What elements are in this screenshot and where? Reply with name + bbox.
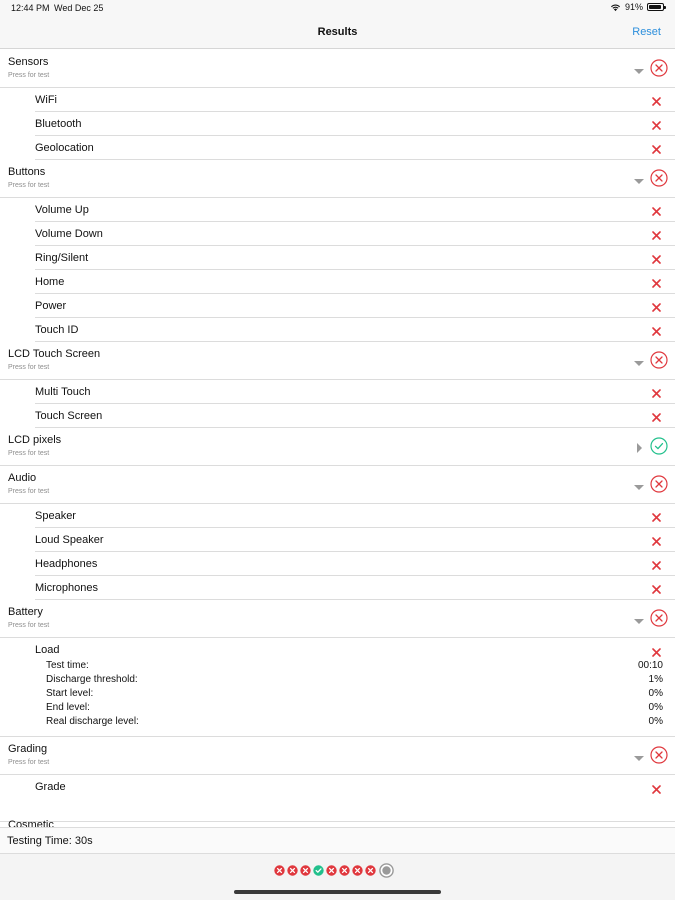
section-title: Audio (8, 472, 37, 484)
press-for-test-hint: Press for test (8, 488, 50, 495)
test-item-label: Loud Speaker (35, 534, 104, 546)
test-item-loud-speaker[interactable] (35, 528, 675, 552)
test-item-label: Touch Screen (35, 410, 103, 422)
status-bar (0, 0, 675, 18)
fail-x-icon (652, 785, 661, 794)
fail-x-icon (652, 413, 661, 422)
fail-x-icon (652, 97, 661, 106)
test-item-label: Geolocation (35, 142, 94, 154)
press-for-test-hint: Press for test (8, 622, 50, 629)
test-item-power[interactable] (35, 294, 675, 318)
press-for-test-hint: Press for test (8, 182, 50, 189)
detail-row-start-level (46, 688, 663, 699)
detail-value: 0% (648, 702, 663, 713)
pager-dot-fail-icon[interactable] (287, 865, 298, 876)
test-item-headphones[interactable] (35, 552, 675, 576)
test-item-label: Bluetooth (35, 118, 82, 130)
detail-value: 0% (648, 688, 663, 699)
section-title: Buttons (8, 166, 46, 178)
fail-circle-icon (650, 351, 668, 369)
reset-button[interactable]: Reset (632, 26, 661, 38)
wifi-icon (610, 3, 621, 12)
fail-x-icon (652, 648, 661, 657)
fail-x-icon (652, 327, 661, 336)
test-item-volume-down[interactable] (35, 222, 675, 246)
testing-time-label: Testing Time: 30s (7, 835, 93, 847)
chevron-down-icon (634, 756, 644, 761)
press-for-test-hint: Press for test (8, 364, 50, 371)
fail-x-icon (652, 255, 661, 264)
chevron-down-icon (634, 361, 644, 366)
detail-row-test-time (46, 660, 663, 671)
fail-x-icon (652, 585, 661, 594)
test-item-touch-screen[interactable] (35, 404, 675, 428)
fail-circle-icon (650, 609, 668, 627)
test-item-home[interactable] (35, 270, 675, 294)
section-title: LCD Touch Screen (8, 348, 101, 360)
section-title: Cosmetic (8, 819, 54, 827)
test-item-label: Power (35, 300, 67, 312)
chevron-down-icon (634, 179, 644, 184)
detail-label: Test time: (46, 660, 89, 671)
status-right (610, 2, 664, 12)
section-header-buttons[interactable] (0, 160, 675, 198)
test-item-bluetooth[interactable] (35, 112, 675, 136)
test-item-microphones[interactable] (35, 576, 675, 600)
fail-x-icon (652, 389, 661, 398)
testing-time-bar (0, 827, 675, 854)
section-header-lcd-pixels[interactable] (0, 428, 675, 466)
status-time: 12:44 PM (11, 3, 50, 13)
test-item-label: Headphones (35, 558, 98, 570)
chevron-right-icon (637, 443, 642, 453)
pager-dot-current[interactable] (379, 863, 394, 878)
press-for-test-hint: Press for test (8, 450, 50, 457)
pager-dot-fail-icon[interactable] (300, 865, 311, 876)
fail-x-icon (652, 145, 661, 154)
test-item-label: Multi Touch (35, 386, 91, 398)
page-title: Results (317, 26, 358, 38)
pager-dot-fail-icon[interactable] (352, 865, 363, 876)
press-for-test-hint: Press for test (8, 72, 50, 79)
fail-x-icon (652, 121, 661, 130)
test-item-speaker[interactable] (35, 504, 675, 528)
results-list[interactable] (0, 50, 675, 827)
test-item-grade[interactable] (0, 775, 675, 822)
pager-dot-fail-icon[interactable] (274, 865, 285, 876)
fail-x-icon (652, 207, 661, 216)
section-title: Grading (8, 743, 48, 755)
fail-x-icon (652, 561, 661, 570)
test-item-multi-touch[interactable] (35, 380, 675, 404)
fail-x-icon (652, 513, 661, 522)
test-item-touch-id[interactable] (35, 318, 675, 342)
pager-dot-fail-icon[interactable] (339, 865, 350, 876)
detail-row-end-level (46, 702, 663, 713)
fail-circle-icon (650, 475, 668, 493)
test-item-label: WiFi (35, 94, 57, 106)
test-item-label: Microphones (35, 582, 98, 594)
section-title: LCD pixels (8, 434, 62, 446)
press-for-test-hint: Press for test (8, 759, 50, 766)
detail-label: Discharge threshold: (46, 674, 138, 685)
bottom-bar (0, 854, 675, 900)
pager-dot-fail-icon[interactable] (365, 865, 376, 876)
test-item-label: Ring/Silent (35, 252, 89, 264)
test-item-label: Touch ID (35, 324, 79, 336)
test-item-volume-up[interactable] (35, 198, 675, 222)
detail-row-discharge-threshold (46, 674, 663, 685)
test-item-label: Grade (35, 781, 66, 793)
pager-dot-fail-icon[interactable] (326, 865, 337, 876)
pass-check-circle-icon (650, 437, 668, 455)
test-item-label: Speaker (35, 510, 76, 522)
battery-percent: 91% (624, 2, 643, 12)
detail-label: Start level: (46, 688, 94, 699)
fail-circle-icon (650, 59, 668, 77)
detail-value: 00:10 (637, 660, 663, 671)
test-item-wifi[interactable] (35, 88, 675, 112)
navigation-bar (0, 18, 675, 49)
fail-circle-icon (650, 746, 668, 764)
fail-x-icon (652, 303, 661, 312)
section-header-audio[interactable] (0, 466, 675, 504)
pager-dot-pass-icon[interactable] (313, 865, 324, 876)
fail-x-icon (652, 279, 661, 288)
detail-value: 1% (648, 674, 663, 685)
battery-icon (647, 3, 664, 11)
section-header-battery[interactable] (0, 600, 675, 638)
test-item-label: Load (35, 644, 60, 656)
test-item-label: Volume Up (35, 204, 89, 216)
section-header-grading[interactable] (0, 737, 675, 775)
chevron-down-icon (634, 69, 644, 74)
fail-x-icon (652, 537, 661, 546)
test-item-battery-load[interactable] (0, 638, 675, 737)
fail-circle-icon (650, 169, 668, 187)
detail-value: 0% (648, 716, 663, 727)
page-indicator[interactable] (274, 863, 394, 878)
test-item-geolocation[interactable] (35, 136, 675, 160)
chevron-down-icon (634, 485, 644, 490)
section-title: Battery (8, 606, 43, 618)
test-item-ring-silent[interactable] (35, 246, 675, 270)
chevron-down-icon (634, 619, 644, 624)
section-header-lcd-touch-screen[interactable] (0, 342, 675, 380)
detail-row-real-discharge-level (46, 716, 663, 727)
home-indicator[interactable] (234, 890, 441, 894)
fail-x-icon (652, 231, 661, 240)
section-header-sensors[interactable] (0, 50, 675, 88)
status-date: Wed Dec 25 (54, 3, 104, 13)
detail-label: Real discharge level: (46, 716, 139, 727)
test-item-label: Volume Down (35, 228, 103, 240)
detail-label: End level: (46, 702, 90, 713)
test-item-label: Home (35, 276, 65, 288)
section-title: Sensors (8, 56, 49, 68)
